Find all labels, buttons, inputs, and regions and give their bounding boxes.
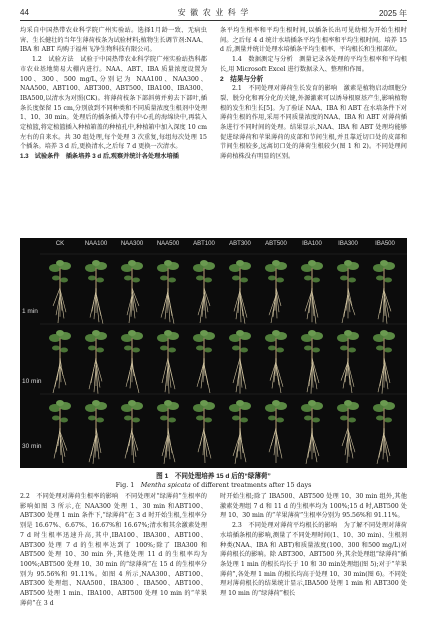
leaf [124,416,132,421]
root [203,435,204,455]
root [53,288,60,306]
column-label: ABT500 [265,241,287,247]
leaf [96,348,104,353]
leaf [128,260,136,266]
root [342,428,348,446]
leaf [376,276,384,281]
row-label: 30 min [22,443,42,450]
root [269,295,276,315]
leaf [380,260,388,266]
page-number: 44 [20,8,29,17]
leaf [132,348,140,353]
leaf [56,400,64,406]
leaf [304,276,312,281]
root [383,295,384,322]
root [342,294,348,323]
root [312,435,317,462]
bottom-right-column [220,492,407,599]
leaf [276,348,284,353]
column-label: CK [55,241,65,247]
root [132,288,139,306]
top-left-column [20,26,207,162]
leaf [232,276,240,281]
leaf [308,400,316,406]
leaf [132,418,140,423]
leaf [92,260,100,266]
leaf [88,346,96,351]
leaf [268,276,276,281]
leaf [344,400,352,406]
root [305,290,312,311]
caption-species: Mentha spicata [140,481,191,489]
leaf [56,260,64,266]
leaf [88,276,96,281]
root [54,430,60,458]
journal-title: 安 徽 农 业 科 学 [177,8,250,17]
leaf [96,418,104,423]
leaf [196,346,204,351]
leaf [200,400,208,406]
root [236,289,240,319]
leaf [92,400,100,406]
leaf [272,400,280,406]
root [200,294,204,323]
leaf [168,278,176,283]
root [204,365,208,385]
leaf [204,278,212,283]
leaf [88,416,96,421]
leaf [340,346,348,351]
leaf [60,278,68,283]
paragraph: 均采自中国热带农业科学院广州实验站。选择1月龄一致、无病虫害、生长健壮的当年生薄荷枝条为试验材料;植物生长调节剂:NAA、IBA 和 ABT 均购于福州飞净生物科技有限公司。 [20,27,207,54]
leaf [272,330,280,336]
leaf [124,276,132,281]
caption-prefix: Fig. 1 [115,481,141,489]
leaf [344,330,352,336]
leaf [196,416,204,421]
caption-suffix: of different treatments after 15 days [190,481,312,489]
column-label: NAA500 [156,241,180,247]
leaf [164,400,172,406]
leaf [268,346,276,351]
leaf [304,416,312,421]
root [306,433,312,464]
leaf [308,330,316,336]
column-label: IBA300 [338,241,358,247]
leaf [376,416,384,421]
leaf [160,346,168,351]
root [89,359,96,389]
leaf [308,260,316,266]
leaf [160,276,168,281]
leaf [340,416,348,421]
leaf [240,348,248,353]
leaf [312,418,320,423]
paragraph: 2.1 不同处理对薄荷生长发育的影响 激素是植物启动细胞分裂、脱分化和再分化的关键,外源激素可以诱导根原基产生,影响植物根的发生和生长[5]。为了验证 NAA、IBA 和 ABT 在水培条件下对薄荷生根的作用,采用不同质量浓度的NAA、IBA 和 ABT 对薄荷插条进行不同时间的处理。结果显示,NAA、IBA 和 ABT 处理均能够促进绿薄荷和苹果薄荷的皮部和节间生根,并且靠近切口处的皮部和节间生根较多,远离切口处的薄荷生根较少(图 1 和 2)。不同处理间薄荷植株没有明显的区别。 [220,85,407,161]
leaf [92,330,100,336]
leaf [376,346,384,351]
root [53,364,60,393]
leaf [96,278,104,283]
root [348,295,355,315]
page-header [20,6,407,20]
root [272,360,276,388]
root [341,362,348,381]
column-label: IBA100 [302,241,322,247]
section-heading: 2 结果与分析 [220,75,264,83]
leaf [52,416,60,421]
figure-caption-cn: 图 1 不同处理培养 15 d 后的“绿薄荷” [156,473,271,480]
leaf [236,260,244,266]
root [161,292,168,318]
leaf [160,416,168,421]
root [89,435,96,462]
leaf [380,400,388,406]
leaf [232,346,240,351]
leaf [52,346,60,351]
leaf [124,346,132,351]
paragraph: 时开始生根;除了 IBA500、ABT500 处理 10、30 min 组外,其他激素处理组 7 d 和 11 d 的生根率均为 100%;15 d 时,ABT500 处理 10、30 min 的“苹果薄荷”生根率分别为 95.56%和 91.11%。 [220,493,407,520]
figure-caption-en [20,480,407,489]
root [60,432,67,451]
leaf [380,330,388,336]
leaf [340,276,348,281]
column-label: NAA100 [84,241,108,247]
leaf [56,330,64,336]
leaf [348,278,356,283]
paragraph: 2.3 不同处理对薄荷平均根长的影响 为了解不同处理对薄荷水培插条根的影响,测量了不同处理时间(1、10、30 min)、生根剂种类(NAA、IBA 和 ABT)和质量浓度(100、300 和500 mg/L)对薄荷根长的影响。除 ABT300、ABT500 外,其余处理组“绿薄荷”插条处理 1 min 的根长均长于 10 和 30 min处理组(图 5);对于“苹果薄荷”,各处理 1 min 的根长均高于处理 10、30 min(图 6)。不同处理对薄荷根长的结果统计显示,IBA500 处理 1 min 和 ABT300 处理 10 min 的“绿薄荷”根长 [220,522,407,598]
year-label: 2025 年 [378,9,407,18]
paragraph: 1.2 试验方法 试验于中国热带农业科学院广州实验站热科都市农业基地简易大棚内进行。NAA、ABT、IBA 质量浓度设置为 100、300、500 mg/L,分别记为 NAA100、NAA300、NAA500、ABT100、ABT300、ABT500、IBA100、IBA300、IBA500,以清水为对照(CK)。将薄荷枝条下部斜剪并剪去下部叶,插条长度保留 15 cm,分别放到不同种类和不同质量浓度生根剂中处理 1、10、30 min。处理后的插条插入带有中心孔的海绵块中,再装入定植篮,将定植篮插入种植箱盖的种植孔中,种植箱中加入深度 10 cm 左右的自来水。共 30 组处理,每个处理 3 次重复,每组每次处理 15 个插条。培养 3 d 后,更换清水,之后每 7 d 更换一次清水。 [20,56,207,151]
leaf [204,418,212,423]
figure-1-photo [20,238,407,468]
leaf [164,260,172,266]
column-label: ABT100 [193,241,215,247]
leaf [236,400,244,406]
leaf [200,260,208,266]
leaf [168,348,176,353]
leaf [60,348,68,353]
paragraph: 1.4 数据测定与分析 测量记录各处理的平均生根率和平均根长,用 Microsoft Excel 进行数据录入、整理和作图。 [220,56,407,73]
leaf [232,416,240,421]
leaf [128,400,136,406]
plant-cuttings-image [20,238,407,468]
bottom-left-column [20,492,207,608]
leaf [204,348,212,353]
leaf [196,276,204,281]
paragraph: 条平均生根率和平均生根时间,以插条长出可见幼根为开始生根时间。之后每 4 d 统计水培插条平均生根率和平均生根时间。培养 15 d 后,测量并统计处理水培插条平均生根率、平均根长和生根部位。 [220,27,407,54]
root [164,433,168,464]
root [125,430,132,458]
leaf [384,348,392,353]
leaf [344,260,352,266]
row-label: 1 min [22,308,38,315]
leaf [240,278,248,283]
leaf [52,276,60,281]
leaf [236,330,244,336]
leaf [384,418,392,423]
column-label: IBA500 [375,241,395,247]
leaf [132,278,140,283]
leaf [304,346,312,351]
leaf [268,416,276,421]
header-rule [20,20,407,21]
leaf [60,418,68,423]
root [132,365,137,385]
row-label: 10 min [22,378,42,385]
top-right-column [220,26,407,162]
leaf [312,278,320,283]
root [197,363,204,387]
root [307,289,312,319]
leaf [312,348,320,353]
leaf [168,418,176,423]
leaf [276,418,284,423]
column-label: NAA300 [120,241,144,247]
leaf [164,330,172,336]
root [96,294,101,316]
leaf [200,330,208,336]
leaf [348,348,356,353]
paragraph: 2.2 不同处理对薄荷生根率的影响 不同处理对“绿薄荷”生根率的影响如图 3 所示,在 NAA300 处理 1、30 min 和ABT100、ABT300 处理 1 min 条件下,“绿薄荷”在 3 d 时开始生根,生根率分别是 16.67%、6.67%、16.67%和 16.67%;清水和其余激素处理 7 d 时生根率迅速升高,其中,IBA100、IBA300、ABT100、ABT300 处理 7 d 的生根率达到了 100%;除了 IBA300 和 ABT500 处理 10、30 min 外,其他处理 11 d 的生根率均为 100%;ABT500 处理 10、30 min 的“绿薄荷”在 15 d 的生根率分别为 95.56%和 91.11%。如图 4 所示,NAA300、ABT100、ABT300 处理组、NAA500、IBA300 、IBA500、ABT100、ABT500 处理 1 min、IBA100、ABT500 处理 10 min 的“苹果薄荷”在 3 d [20,493,207,607]
leaf [272,260,280,266]
root [269,429,276,452]
section-heading: 1.3 试验条件 插条培养 3 d 后,观察并统计各处理水培插 [20,153,179,161]
leaf [348,418,356,423]
leaf [128,330,136,336]
leaf [276,278,284,283]
column-label: ABT300 [229,241,251,247]
leaf [384,278,392,283]
leaf [240,418,248,423]
